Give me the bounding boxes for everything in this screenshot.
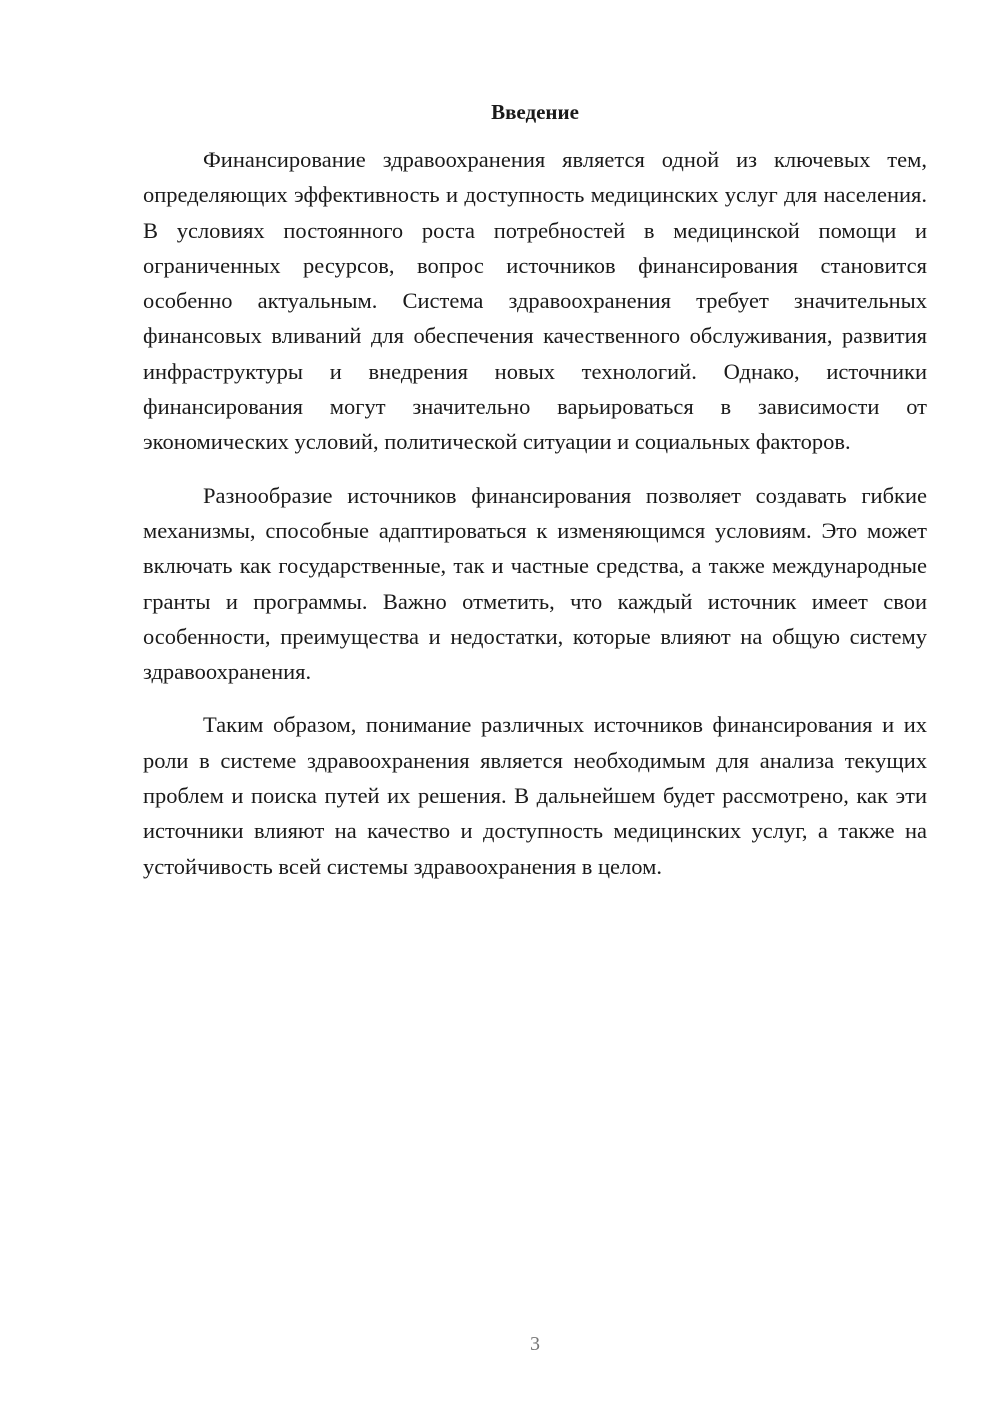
paragraph-3: Таким образом, понимание различных источников финансирования и их роли в системе здравоохранения является необходимым для анализа текущих проблем и поиска путей их решения. В дальнейшем будет рассмотрено, как эти источники влияют на качество и доступность медицинских услуг, а также на устойчивость всей системы здравоохранения в целом. [143, 712, 927, 879]
page-number: 3 [530, 1333, 540, 1355]
paragraph-1: Финансирование здравоохранения является одной из ключевых тем, определяющих эффективность и доступность медицинских услуг для населения. В условиях постоянного роста потребностей в медицинской помощи и ограниченных ресурсов, вопрос источников финансирования становится особенно актуальным. Система здравоохранения требует значительных финансовых вливаний для обеспечения качественного обслуживания, развития инфраструктуры и внедрения новых технологий. Однако, источники финансирования могут значительно варьироваться в зависимости от экономических условий, политической ситуации и социальных факторов. [143, 147, 927, 455]
document-body [143, 142, 927, 902]
paragraph-2: Разнообразие источников финансирования позволяет создавать гибкие механизмы, способные адаптироваться к изменяющимся условиям. Это может включать как государственные, так и частные средства, а также международные гранты и программы. Важно отметить, что каждый источник имеет свои особенности, преимущества и недостатки, которые влияют на общую систему здравоохранения. [143, 482, 927, 685]
page-title: Введение [491, 100, 579, 124]
